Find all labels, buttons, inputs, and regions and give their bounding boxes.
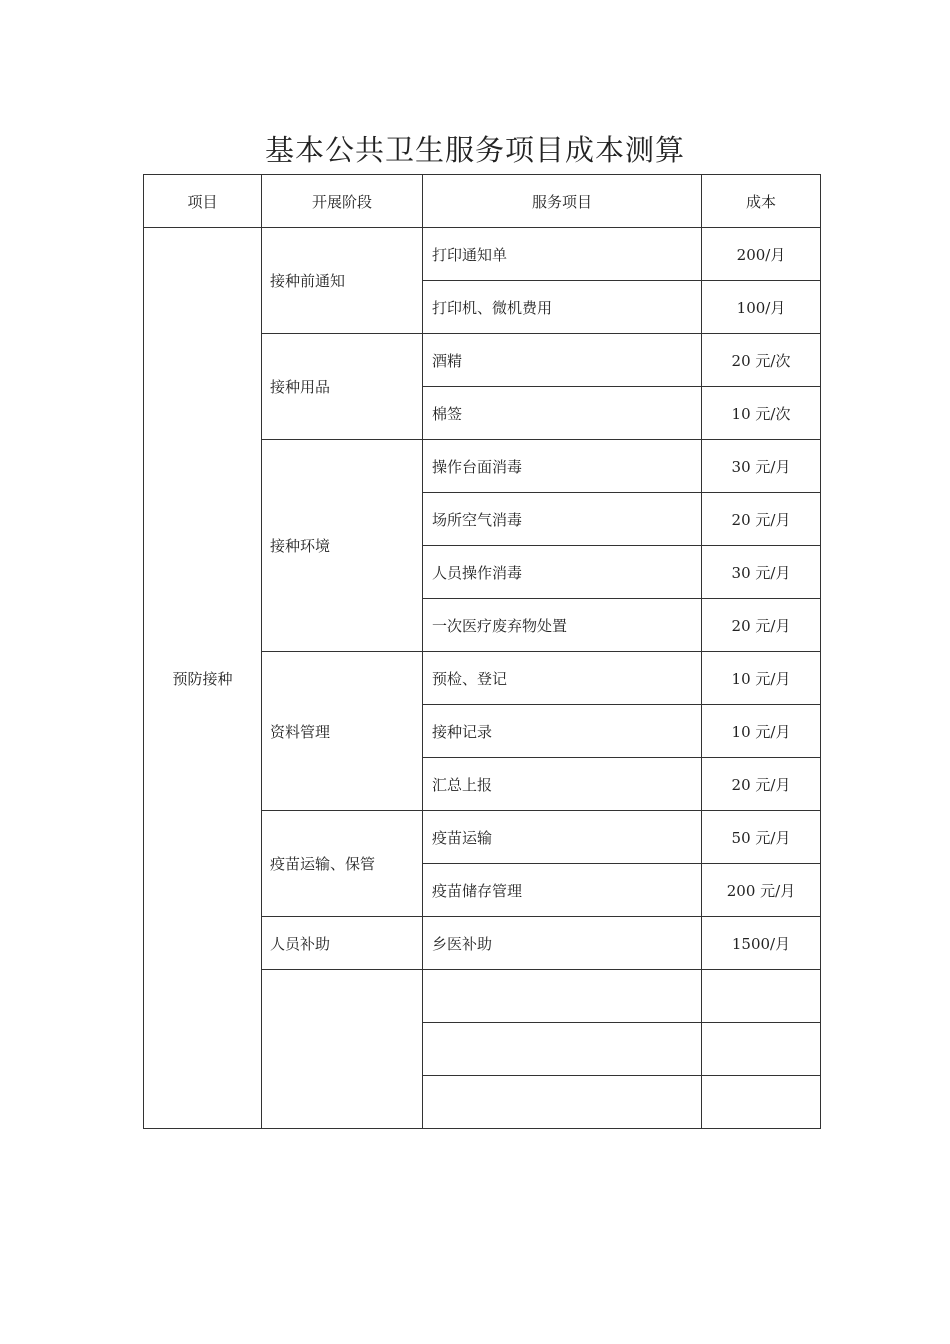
cost-cell: 10 元/月 (702, 652, 821, 705)
service-cell: 接种记录 (423, 705, 702, 758)
cost-cell: 200 元/月 (702, 864, 821, 917)
table-header-row (144, 175, 821, 228)
service-cell: 疫苗运输 (423, 811, 702, 864)
project-cell: 预防接种 (144, 228, 262, 1129)
service-cell: 酒精 (423, 334, 702, 387)
cost-cell: 100/月 (702, 281, 821, 334)
service-cell (423, 970, 702, 1023)
cost-cell (702, 1076, 821, 1129)
table-row (144, 228, 821, 281)
service-cell: 打印机、微机费用 (423, 281, 702, 334)
service-cell: 汇总上报 (423, 758, 702, 811)
cost-cell: 20 元/月 (702, 493, 821, 546)
stage-cell: 接种用品 (262, 334, 423, 440)
stage-cell: 资料管理 (262, 652, 423, 811)
stage-cell: 人员补助 (262, 917, 423, 970)
cost-cell: 20 元/次 (702, 334, 821, 387)
service-cell: 一次医疗废弃物处置 (423, 599, 702, 652)
cost-cell: 30 元/月 (702, 440, 821, 493)
cost-cell (702, 1023, 821, 1076)
cost-cell: 10 元/次 (702, 387, 821, 440)
cost-cell: 50 元/月 (702, 811, 821, 864)
cost-cell: 1500/月 (702, 917, 821, 970)
service-cell: 人员操作消毒 (423, 546, 702, 599)
service-cell: 乡医补助 (423, 917, 702, 970)
header-project: 项目 (144, 175, 262, 228)
service-cell: 打印通知单 (423, 228, 702, 281)
service-cell: 疫苗储存管理 (423, 864, 702, 917)
cost-cell: 30 元/月 (702, 546, 821, 599)
cost-table (143, 174, 821, 1129)
header-service: 服务项目 (423, 175, 702, 228)
service-cell: 预检、登记 (423, 652, 702, 705)
service-cell (423, 1076, 702, 1129)
page-title: 基本公共卫生服务项目成本测算 (264, 133, 685, 167)
service-cell: 操作台面消毒 (423, 440, 702, 493)
cost-cell: 200/月 (702, 228, 821, 281)
stage-cell: 疫苗运输、保管 (262, 811, 423, 917)
stage-cell: 接种前通知 (262, 228, 423, 334)
service-cell: 场所空气消毒 (423, 493, 702, 546)
cost-cell: 20 元/月 (702, 599, 821, 652)
service-cell: 棉签 (423, 387, 702, 440)
header-cost: 成本 (702, 175, 821, 228)
header-stage: 开展阶段 (262, 175, 423, 228)
cost-cell: 20 元/月 (702, 758, 821, 811)
service-cell (423, 1023, 702, 1076)
stage-cell: 接种环境 (262, 440, 423, 652)
cost-cell: 10 元/月 (702, 705, 821, 758)
stage-cell (262, 970, 423, 1129)
cost-cell (702, 970, 821, 1023)
